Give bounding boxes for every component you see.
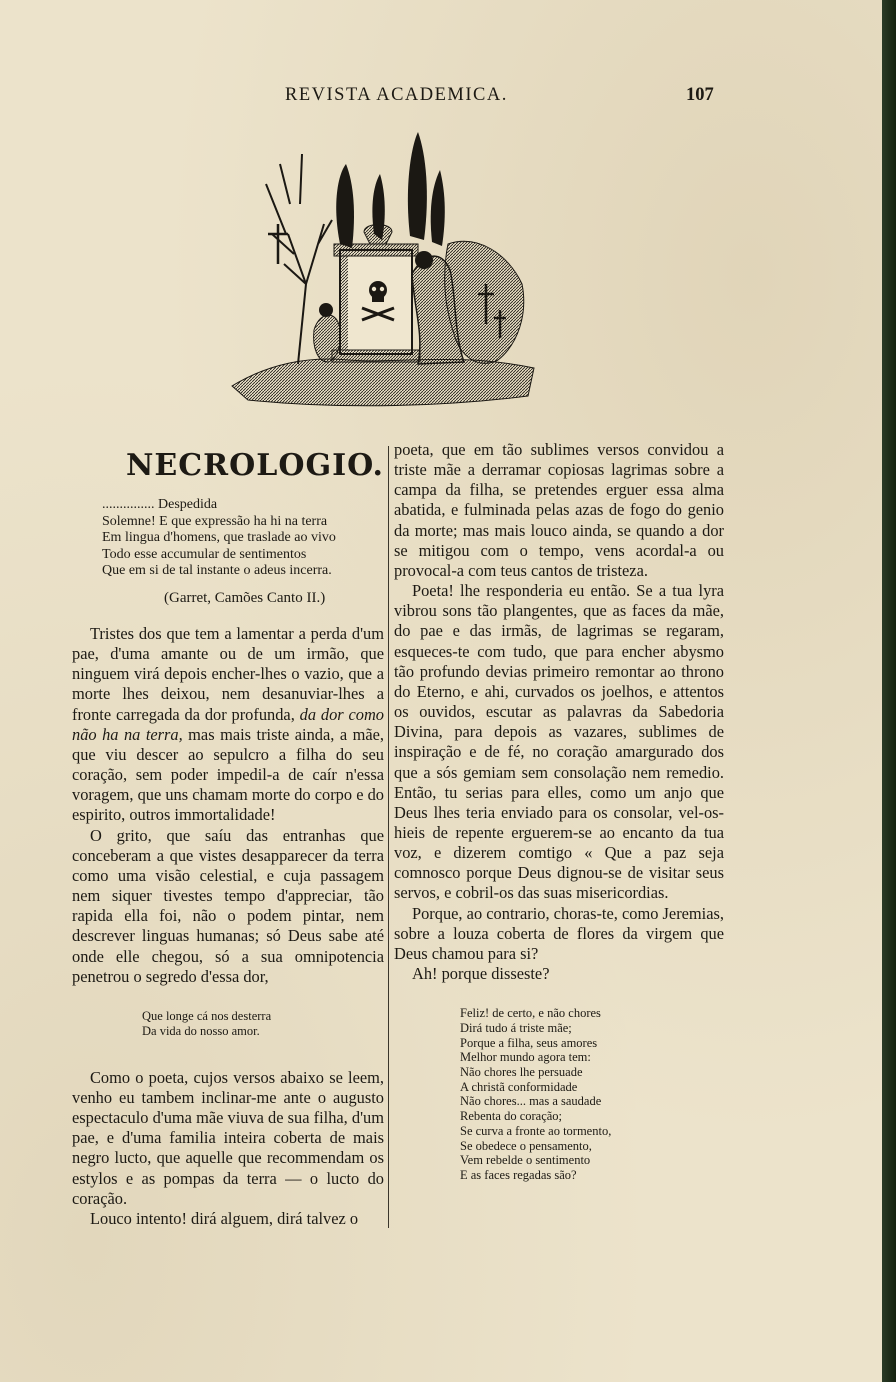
paragraph: Como o poeta, cujos versos abaixo se leem, venho eu tambem inclinar-me ante o augusto espectaculo d'uma mãe viuva de sua filha, d'um pae, e d'uma familia inteira coberta de mais negro lucto, que aquelle que recommendam os estylos e as pompas da terra — o lucto do coração.: [72, 1067, 384, 1208]
right-column: [394, 440, 724, 1183]
paragraph: Ah! porque disseste?: [412, 964, 550, 984]
article-title: NECROLOGIO.: [126, 448, 384, 483]
page-number: 107: [686, 85, 714, 105]
poem-line: Feliz! de certo, e não chores: [460, 1006, 601, 1021]
poem: [460, 1006, 724, 1182]
poem-line: Não chores... mas a saudade: [460, 1094, 602, 1109]
poem-line: Não chores lhe persuade: [460, 1065, 583, 1080]
paragraph-text: Tristes dos que tem a lamentar a perda d'um pae, d'uma amante ou de um irmão, que ninguem virá depois encher-lhes o vazio, que a morte lhes deixou, nem desanuviar-lhes a fronte carregada da dor profunda,: [72, 624, 384, 724]
poem-line: Se curva a fronte ao tormento,: [460, 1123, 612, 1138]
verse-line: Da vida do nosso amor.: [142, 1024, 260, 1039]
paragraph: poeta, que em tão sublimes versos convidou a triste mãe a derramar copiosas lagrimas sobre a campa da filha, se pretendes erguer essa alma abatida, e fulminada pelas azas de fogo do genio da morte; mas mais louco ainda, se quando a dor se mitigou com o tempo, vens acordal-a ou provocal-a com teus cantos de tristeza.: [394, 440, 724, 580]
poem-line: Dirá tudo á triste mãe;: [460, 1020, 572, 1035]
book-edge: [882, 0, 896, 1382]
running-title: REVISTA ACADEMICA.: [285, 85, 508, 105]
poem-line: Porque a filha, seus amores: [460, 1035, 598, 1050]
quoted-verse: [142, 1009, 384, 1040]
paragraph: O grito, que saíu das entranhas que conceberam a que vistes desapparecer da terra como uma visão celestial, e cuja passagem nem siquer tivestes tempo d'appreciar, tão rapida ella foi, não o podem pintar, nem descrever linguas humanas; só Deus sabe até onde elle chegou, só a sua omnipotencia penetrou o segredo d'essa dor,: [72, 825, 384, 986]
epigraph-attribution: (Garret, Camões Canto II.): [164, 589, 326, 606]
epigraph-line: Todo esse accumular de sentimentos: [102, 546, 307, 562]
epigraph-line: Que em si de tal instante o adeus incerra.: [102, 563, 332, 578]
epigraph: [102, 497, 384, 606]
mourning-tomb-engraving: [228, 124, 538, 410]
poem-line: Melhor mundo agora tem:: [460, 1050, 591, 1065]
epigraph-line: Solemne! E que expressão ha hi na terra: [102, 513, 328, 529]
poem-line: E as faces regadas são?: [460, 1167, 577, 1182]
poem-line: Se obedece o pensamento,: [460, 1138, 592, 1153]
paragraph: Poeta! lhe responderia eu então. Se a tua lyra vibrou sons tão plangentes, que as faces da mãe, do pae e das irmãs, de lagrimas se regaram, esqueces-te com tudo, que para encher abysmo tão profundo devias primeiro remontar ao throno do Eterno, e ahi, curvados os joelhos, e attentos os ouvidos, escutar as palavras da Sabedoria Divina, para depois as vazares, sublimes de inspiração e de fé, no coração amargurado dos que a sós gemiam sem consolação nem remedio. Então, tu serias para elles, como um anjo que Deus lhes teria enviado para os consolar, vel-os-hieis de repente erguerem-se ao encanto da tua voz, e dizerem comtigo « Que a paz seja comnosco porque Deus dignou-se de visitar seus servos, e cobril-os das suas misericordias.: [394, 581, 724, 903]
poem-line: Rebenta do coração;: [460, 1109, 563, 1124]
paragraph-text: mas mais triste ainda, a mãe, que viu descer ao sepulcro a filha do seu coração, sem poder impedil-a de caír n'essa voragem, que uns chamam morte do corpo e do espirito, outros immortalidade!: [72, 724, 384, 825]
paragraph: Louco intento! dirá alguem, dirá talvez o: [90, 1208, 359, 1228]
page-header: [0, 85, 882, 111]
poem-line: A christã conformidade: [460, 1079, 578, 1094]
verse-line: Que longe cá nos desterra: [142, 1008, 272, 1023]
epigraph-line: ............... Despedida: [102, 497, 218, 512]
paragraph: Porque, ao contrario, choras-te, como Jeremias, sobre a louza coberta de flores da virgem que Deus chamou para si?: [394, 903, 724, 963]
italic-phrase: da dor como não ha na terra,: [72, 704, 384, 744]
epigraph-line: Em lingua d'homens, que traslade ao vivo: [102, 530, 336, 545]
column-divider: [388, 446, 389, 1228]
poem-line: Vem rebelde o sentimento: [460, 1153, 591, 1168]
paragraph: [72, 624, 384, 826]
left-column: [72, 448, 384, 1229]
